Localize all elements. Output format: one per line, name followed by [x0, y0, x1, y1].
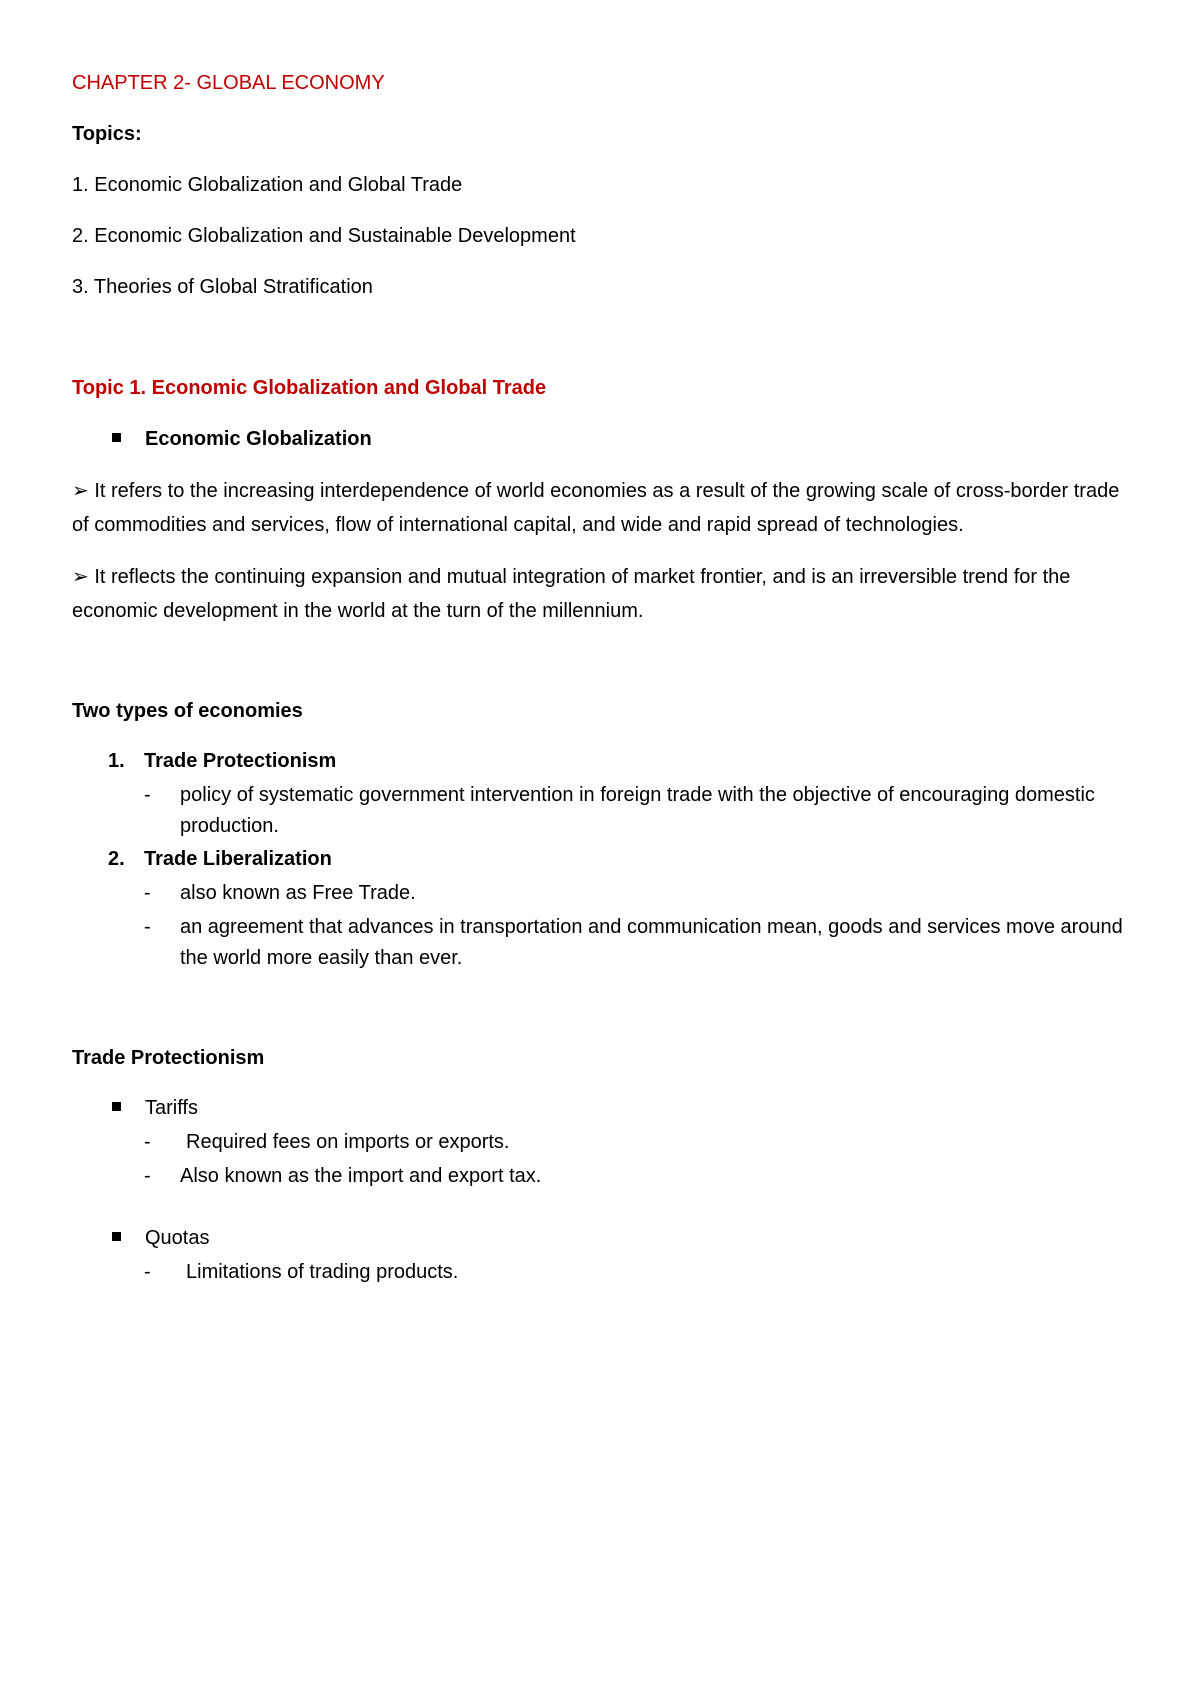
- topic1-heading: Topic 1. Economic Globalization and Global Trade: [72, 377, 547, 399]
- arrow-bullet-icon: ➢: [72, 480, 89, 502]
- tariffs-section: [72, 1091, 1132, 1193]
- trade-protectionism-heading: Trade Protectionism: [72, 1047, 265, 1069]
- economy-type-title: Trade Liberalization: [144, 848, 332, 870]
- point-text: also known as Free Trade.: [180, 882, 416, 904]
- economy-type-item: [108, 744, 1132, 778]
- definition-paragraph-2: [72, 560, 1132, 628]
- economy-types-list: [72, 744, 1132, 974]
- arrow-bullet-icon: ➢: [72, 566, 89, 588]
- square-bullet-icon: [112, 1232, 121, 1241]
- tariffs-point: [112, 1125, 1132, 1159]
- dash-bullet: -: [144, 1261, 151, 1283]
- dash-bullet: -: [144, 882, 151, 904]
- point-text: an agreement that advances in transportation and communication mean, goods and services move around the world more easily than ever.: [180, 916, 1123, 969]
- list-number: 1.: [108, 750, 125, 772]
- quotas-section: [72, 1221, 1132, 1289]
- bullet-label: Economic Globalization: [145, 428, 372, 450]
- quotas-point: [112, 1255, 1132, 1289]
- dash-bullet: -: [144, 1131, 151, 1153]
- chapter-title: CHAPTER 2- GLOBAL ECONOMY: [72, 72, 385, 94]
- point-text: Also known as the import and export tax.: [180, 1165, 542, 1187]
- tariffs-label: Tariffs: [145, 1097, 198, 1119]
- quotas-label: Quotas: [145, 1227, 210, 1249]
- topic-list-item-2: 2. Economic Globalization and Sustainable Development: [72, 225, 576, 247]
- dash-bullet: -: [144, 784, 151, 806]
- economy-type-point: [108, 778, 1132, 842]
- dash-bullet: -: [144, 916, 151, 938]
- economy-type-item: [108, 842, 1132, 876]
- topics-label: Topics:: [72, 123, 142, 145]
- economy-type-point: [108, 910, 1132, 974]
- point-text: Required fees on imports or exports.: [186, 1131, 510, 1153]
- economy-type-point: [108, 876, 1132, 910]
- point-text: Limitations of trading products.: [186, 1261, 459, 1283]
- document-page: [72, 66, 1132, 1289]
- economy-type-title: Trade Protectionism: [144, 750, 337, 772]
- definition-text-2: It reflects the continuing expansion and mutual integration of market frontier, and is an irreversible trend for the economic development in the world at the turn of the millennium.: [72, 566, 1071, 622]
- definition-paragraph-1: [72, 474, 1132, 542]
- square-bullet-icon: [112, 433, 121, 442]
- list-number: 2.: [108, 848, 125, 870]
- two-types-heading: Two types of economies: [72, 700, 303, 722]
- quotas-bullet: [112, 1221, 1132, 1255]
- dash-bullet: -: [144, 1165, 151, 1187]
- economic-globalization-bullet: [72, 422, 1132, 456]
- square-bullet-icon: [112, 1102, 121, 1111]
- topic-list-item-3: 3. Theories of Global Stratification: [72, 276, 373, 298]
- tariffs-point: [112, 1159, 1132, 1193]
- topic-list-item-1: 1. Economic Globalization and Global Trade: [72, 174, 463, 196]
- definition-text-1: It refers to the increasing interdependence of world economies as a result of the growing scale of cross-border trade of commodities and services, flow of international capital, and wide and rapid spread of technologies.: [72, 480, 1120, 536]
- tariffs-bullet: [112, 1091, 1132, 1125]
- point-text: policy of systematic government intervention in foreign trade with the objective of encouraging domestic production.: [180, 784, 1095, 837]
